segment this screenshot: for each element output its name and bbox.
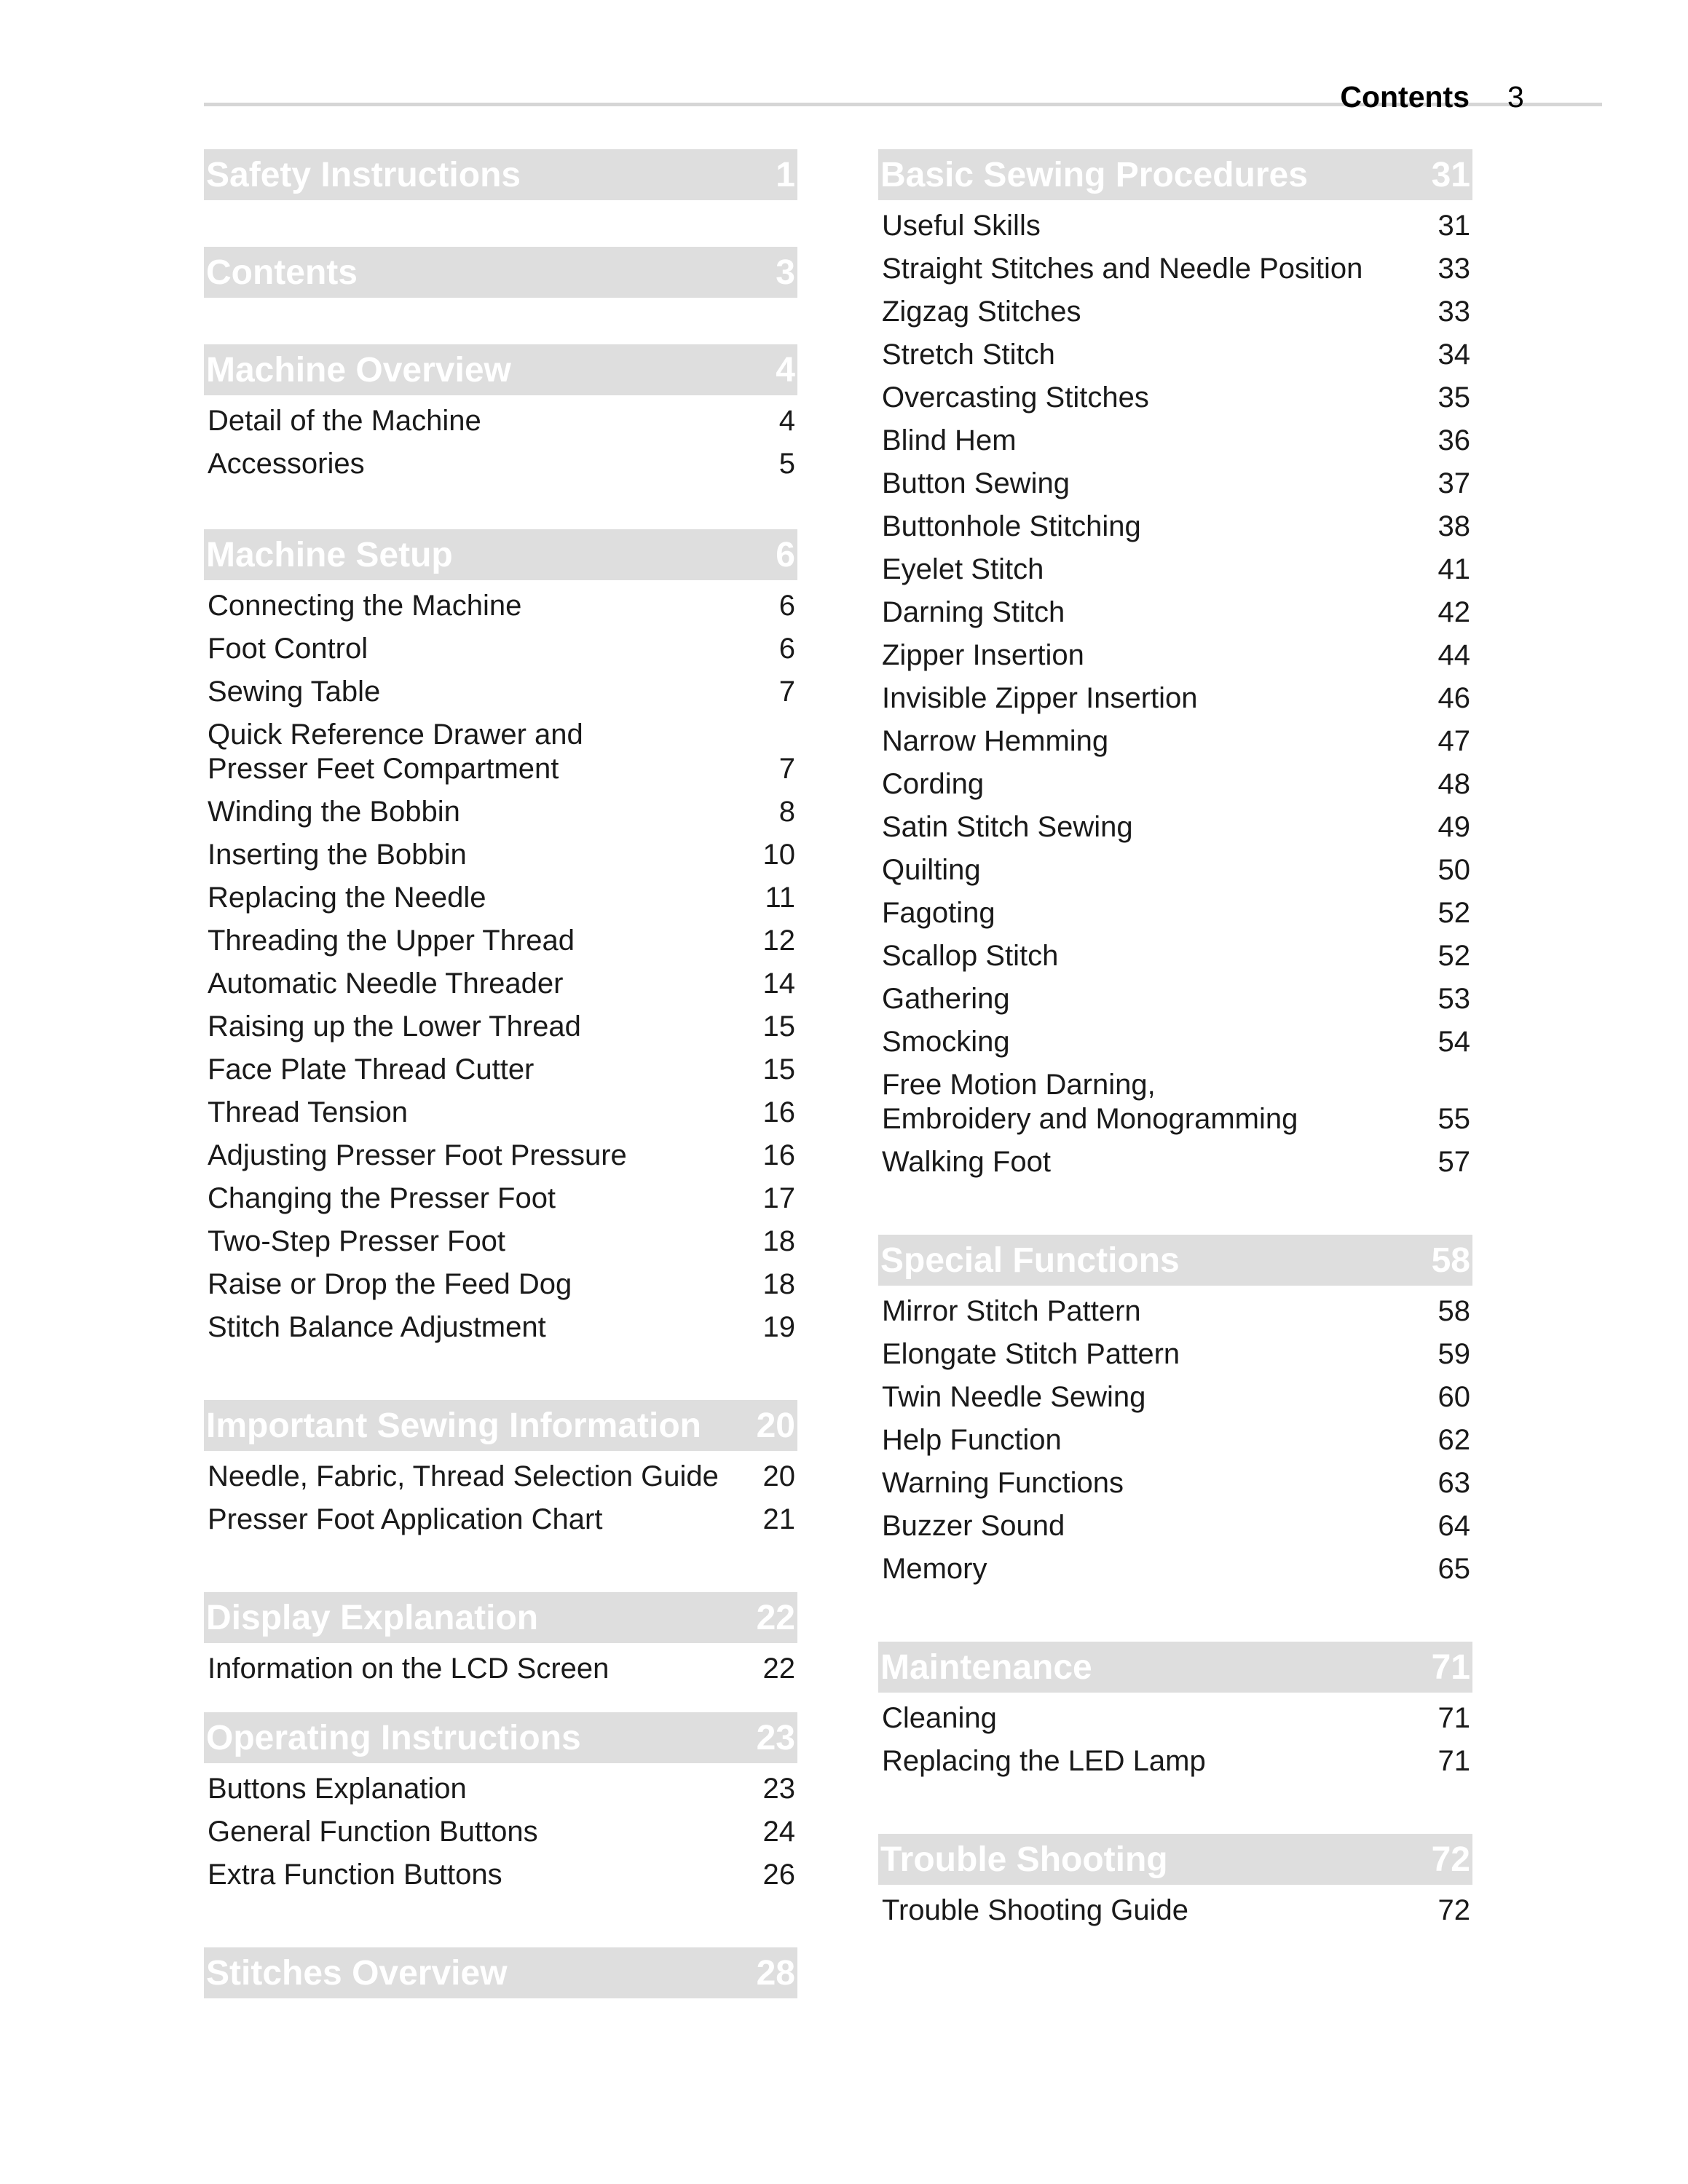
section-page: 72 — [1431, 1840, 1470, 1879]
toc-entry[interactable] — [878, 1740, 1472, 1783]
toc-entry[interactable] — [878, 548, 1472, 591]
toc-entry[interactable] — [878, 634, 1472, 677]
toc-entry[interactable] — [204, 1768, 797, 1811]
entry-page: 21 — [762, 1503, 795, 1535]
toc-entry[interactable] — [204, 628, 797, 670]
entry-page: 15 — [762, 1053, 795, 1085]
entry-title: Gathering — [882, 983, 1010, 1015]
entry-page: 53 — [1437, 983, 1470, 1015]
section-title: Maintenance — [880, 1647, 1092, 1687]
entry-page: 6 — [778, 590, 795, 622]
entry-page: 23 — [762, 1773, 795, 1805]
entry-title: Raising up the Lower Thread — [208, 1010, 581, 1042]
entry-page: 57 — [1437, 1146, 1470, 1178]
section-title: Safety Instructions — [206, 155, 521, 194]
entry-page: 72 — [1437, 1894, 1470, 1926]
entry-page: 17 — [762, 1182, 795, 1214]
entry-title: Inserting the Bobbin — [208, 839, 467, 871]
entry-title: Presser Foot Application Chart — [208, 1503, 603, 1535]
entry-page: 7 — [778, 676, 795, 708]
toc-entry[interactable] — [878, 935, 1472, 978]
entry-page: 48 — [1437, 768, 1470, 800]
entry-page: 15 — [762, 1010, 795, 1042]
toc-entry[interactable] — [878, 892, 1472, 935]
entry-title: Thread Tension — [208, 1096, 408, 1128]
page-number: 3 — [1507, 80, 1524, 114]
entry-page: 31 — [1437, 210, 1470, 242]
toc-entry[interactable] — [204, 877, 797, 919]
toc-entry[interactable] — [878, 462, 1472, 505]
toc-entry[interactable] — [878, 505, 1472, 548]
toc-entry[interactable] — [204, 1134, 797, 1177]
toc-entry[interactable] — [204, 1811, 797, 1853]
toc-entry[interactable] — [878, 1697, 1472, 1740]
section-page: 58 — [1431, 1241, 1470, 1280]
entry-page: 4 — [778, 405, 795, 437]
section-page: 23 — [756, 1718, 795, 1757]
entry-page: 38 — [1437, 510, 1470, 542]
toc-entry[interactable] — [204, 585, 797, 628]
entry-title: Mirror Stitch Pattern — [882, 1295, 1141, 1327]
entry-page: 62 — [1437, 1424, 1470, 1456]
entry-page: 33 — [1437, 253, 1470, 285]
section-title: Important Sewing Information — [206, 1406, 701, 1445]
section-page: 1 — [776, 155, 795, 194]
entry-page: 26 — [762, 1859, 795, 1891]
entry-title: Cording — [882, 768, 985, 800]
toc-section-heading[interactable] — [204, 344, 797, 395]
toc-entry[interactable] — [878, 1419, 1472, 1462]
section-title: Contents — [206, 253, 358, 292]
entry-title: Button Sewing — [882, 467, 1070, 499]
entry-title: Smocking — [882, 1026, 1010, 1058]
entry-title: Twin Needle Sewing — [882, 1381, 1146, 1413]
entry-title: Detail of the Machine — [208, 405, 481, 437]
entry-title: Buttons Explanation — [208, 1773, 467, 1805]
toc-entry[interactable] — [204, 1647, 797, 1690]
section-page: 6 — [776, 535, 795, 574]
toc-section-heading[interactable] — [204, 1400, 797, 1451]
page-header-title: Contents — [1340, 80, 1470, 114]
toc-entry[interactable] — [878, 591, 1472, 634]
toc-entry[interactable] — [878, 376, 1472, 419]
entry-page: 47 — [1437, 725, 1470, 757]
entry-title: Invisible Zipper Insertion — [882, 682, 1198, 714]
section-page: 4 — [776, 350, 795, 389]
entry-title: Face Plate Thread Cutter — [208, 1053, 535, 1085]
entry-page: 52 — [1437, 940, 1470, 972]
toc-entry[interactable] — [878, 849, 1472, 892]
entry-page: 8 — [778, 796, 795, 828]
entry-page: 7 — [778, 753, 795, 785]
toc-entry[interactable] — [204, 443, 797, 486]
entry-title: Raise or Drop the Feed Dog — [208, 1268, 572, 1300]
section-title: Stitches Overview — [206, 1953, 508, 1993]
section-page: 31 — [1431, 155, 1470, 194]
entry-title: Zipper Insertion — [882, 639, 1084, 671]
section-title: Special Functions — [880, 1241, 1180, 1280]
toc-entry[interactable] — [878, 720, 1472, 763]
toc-section-heading[interactable] — [204, 149, 797, 200]
toc-entry[interactable] — [878, 333, 1472, 376]
toc-section-heading[interactable] — [878, 1642, 1472, 1693]
entry-title: Elongate Stitch Pattern — [882, 1338, 1180, 1370]
entry-title: Blind Hem — [882, 424, 1017, 456]
toc-entry[interactable] — [878, 1064, 1472, 1141]
entry-title: Buzzer Sound — [882, 1510, 1065, 1542]
toc-entry[interactable] — [204, 919, 797, 962]
toc-entry[interactable] — [878, 1333, 1472, 1376]
section-page: 28 — [756, 1953, 795, 1993]
entry-title: Cleaning — [882, 1702, 997, 1734]
entry-title: Walking Foot — [882, 1146, 1051, 1178]
entry-page: 34 — [1437, 339, 1470, 371]
entry-title: Free Motion Darning, Embroidery and Monogramming — [882, 1069, 1298, 1135]
entry-title: Information on the LCD Screen — [208, 1653, 610, 1685]
entry-title: Darning Stitch — [882, 596, 1065, 628]
toc-entry[interactable] — [204, 1263, 797, 1306]
entry-page: 18 — [762, 1268, 795, 1300]
entry-title: Narrow Hemming — [882, 725, 1109, 757]
entry-page: 20 — [762, 1460, 795, 1492]
entry-title: Stretch Stitch — [882, 339, 1055, 371]
entry-page: 64 — [1437, 1510, 1470, 1542]
toc-section-heading[interactable] — [878, 1235, 1472, 1286]
entry-page: 18 — [762, 1225, 795, 1257]
entry-page: 42 — [1437, 596, 1470, 628]
entry-title: Replacing the Needle — [208, 882, 486, 914]
toc-entry[interactable] — [878, 1889, 1472, 1932]
entry-title: Replacing the LED Lamp — [882, 1745, 1206, 1777]
toc-entry[interactable] — [204, 1091, 797, 1134]
entry-page: 16 — [762, 1096, 795, 1128]
toc-entry[interactable] — [878, 806, 1472, 849]
entry-page: 19 — [762, 1311, 795, 1343]
entry-page: 14 — [762, 968, 795, 1000]
toc-section-heading[interactable] — [878, 149, 1472, 200]
entry-title: Warning Functions — [882, 1467, 1124, 1499]
toc-entry[interactable] — [204, 713, 797, 791]
entry-page: 46 — [1437, 682, 1470, 714]
toc-entry[interactable] — [878, 677, 1472, 720]
toc-entry[interactable] — [878, 978, 1472, 1021]
entry-title: Fagoting — [882, 897, 995, 929]
section-title: Display Explanation — [206, 1598, 539, 1637]
section-page: 71 — [1431, 1647, 1470, 1687]
entry-page: 44 — [1437, 639, 1470, 671]
section-title: Basic Sewing Procedures — [880, 155, 1308, 194]
entry-page: 10 — [762, 839, 795, 871]
toc-entry[interactable] — [204, 1306, 797, 1349]
toc-entry[interactable] — [878, 1290, 1472, 1333]
toc-entry[interactable] — [204, 1177, 797, 1220]
entry-title: Zigzag Stitches — [882, 296, 1081, 328]
entry-page: 16 — [762, 1139, 795, 1171]
toc-section-heading[interactable] — [204, 247, 797, 298]
toc-entry[interactable] — [878, 1021, 1472, 1064]
toc-entry[interactable] — [878, 763, 1472, 806]
entry-page: 36 — [1437, 424, 1470, 456]
entry-title: Two-Step Presser Foot — [208, 1225, 506, 1257]
toc-left-column — [204, 149, 797, 2003]
entry-title: Extra Function Buttons — [208, 1859, 502, 1891]
entry-title: Buttonhole Stitching — [882, 510, 1141, 542]
entry-title: Straight Stitches and Needle Position — [882, 253, 1363, 285]
toc-section-heading[interactable] — [878, 1834, 1472, 1885]
entry-page: 5 — [778, 448, 795, 480]
toc-entry[interactable] — [204, 791, 797, 834]
entry-title: Satin Stitch Sewing — [882, 811, 1133, 843]
entry-title: Scallop Stitch — [882, 940, 1059, 972]
entry-page: 55 — [1437, 1103, 1470, 1135]
entry-title: Changing the Presser Foot — [208, 1182, 556, 1214]
section-page: 3 — [776, 253, 795, 292]
entry-page: 12 — [762, 925, 795, 957]
entry-page: 50 — [1437, 854, 1470, 886]
toc-entry[interactable] — [878, 205, 1472, 248]
entry-page: 11 — [765, 882, 795, 914]
toc-entry[interactable] — [204, 400, 797, 443]
toc-section-heading[interactable] — [204, 529, 797, 580]
entry-page: 35 — [1437, 381, 1470, 414]
toc-entry[interactable] — [204, 1455, 797, 1498]
entry-title: Trouble Shooting Guide — [882, 1894, 1189, 1926]
entry-page: 49 — [1437, 811, 1470, 843]
entry-title: Adjusting Presser Foot Pressure — [208, 1139, 627, 1171]
section-title: Machine Setup — [206, 535, 453, 574]
entry-page: 37 — [1437, 467, 1470, 499]
toc-entry[interactable] — [204, 1853, 797, 1896]
toc-entry[interactable] — [878, 1505, 1472, 1548]
toc-section-heading[interactable] — [204, 1947, 797, 1998]
entry-title: Connecting the Machine — [208, 590, 522, 622]
toc-entry[interactable] — [878, 1462, 1472, 1505]
entry-page: 60 — [1437, 1381, 1470, 1413]
section-title: Operating Instructions — [206, 1718, 581, 1757]
entry-page: 71 — [1437, 1702, 1470, 1734]
entry-title: Sewing Table — [208, 676, 381, 708]
toc-entry[interactable] — [204, 670, 797, 713]
toc-entry[interactable] — [204, 1048, 797, 1091]
section-page: 22 — [756, 1598, 795, 1637]
toc-entry[interactable] — [878, 1548, 1472, 1591]
entry-page: 54 — [1437, 1026, 1470, 1058]
entry-title: Quick Reference Drawer and Presser Feet Compartment — [208, 719, 583, 785]
entry-title: Overcasting Stitches — [882, 381, 1149, 414]
entry-page: 41 — [1437, 553, 1470, 585]
entry-page: 65 — [1437, 1553, 1470, 1585]
section-title: Machine Overview — [206, 350, 511, 389]
entry-page: 58 — [1437, 1295, 1470, 1327]
toc-entry[interactable] — [204, 962, 797, 1005]
toc-entry[interactable] — [204, 1220, 797, 1263]
entry-title: Eyelet Stitch — [882, 553, 1044, 585]
entry-title: Threading the Upper Thread — [208, 925, 575, 957]
toc-entry[interactable] — [204, 1005, 797, 1048]
entry-page: 22 — [762, 1653, 795, 1685]
entry-title: General Function Buttons — [208, 1816, 538, 1848]
entry-title: Foot Control — [208, 633, 368, 665]
section-title: Trouble Shooting — [880, 1840, 1168, 1879]
entry-page: 71 — [1437, 1745, 1470, 1777]
entry-title: Useful Skills — [882, 210, 1041, 242]
section-page: 20 — [756, 1406, 795, 1445]
toc-right-column — [878, 149, 1472, 1932]
toc-entry[interactable] — [878, 248, 1472, 290]
entry-page: 6 — [778, 633, 795, 665]
entry-title: Quilting — [882, 854, 981, 886]
entry-page: 63 — [1437, 1467, 1470, 1499]
entry-page: 59 — [1437, 1338, 1470, 1370]
entry-title: Automatic Needle Threader — [208, 968, 564, 1000]
toc-section-heading[interactable] — [204, 1592, 797, 1643]
entry-title: Stitch Balance Adjustment — [208, 1311, 546, 1343]
toc-section-heading[interactable] — [204, 1712, 797, 1763]
toc-entry[interactable] — [878, 419, 1472, 462]
entry-title: Needle, Fabric, Thread Selection Guide — [208, 1460, 719, 1492]
entry-title: Memory — [882, 1553, 987, 1585]
toc-entry[interactable] — [878, 1376, 1472, 1419]
entry-page: 33 — [1437, 296, 1470, 328]
toc-entry[interactable] — [204, 1498, 797, 1541]
toc-entry[interactable] — [204, 834, 797, 877]
entry-title: Accessories — [208, 448, 365, 480]
toc-entry[interactable] — [878, 1141, 1472, 1184]
entry-page: 52 — [1437, 897, 1470, 929]
entry-title: Winding the Bobbin — [208, 796, 460, 828]
entry-title: Help Function — [882, 1424, 1062, 1456]
toc-entry[interactable] — [878, 290, 1472, 333]
entry-page: 24 — [762, 1816, 795, 1848]
